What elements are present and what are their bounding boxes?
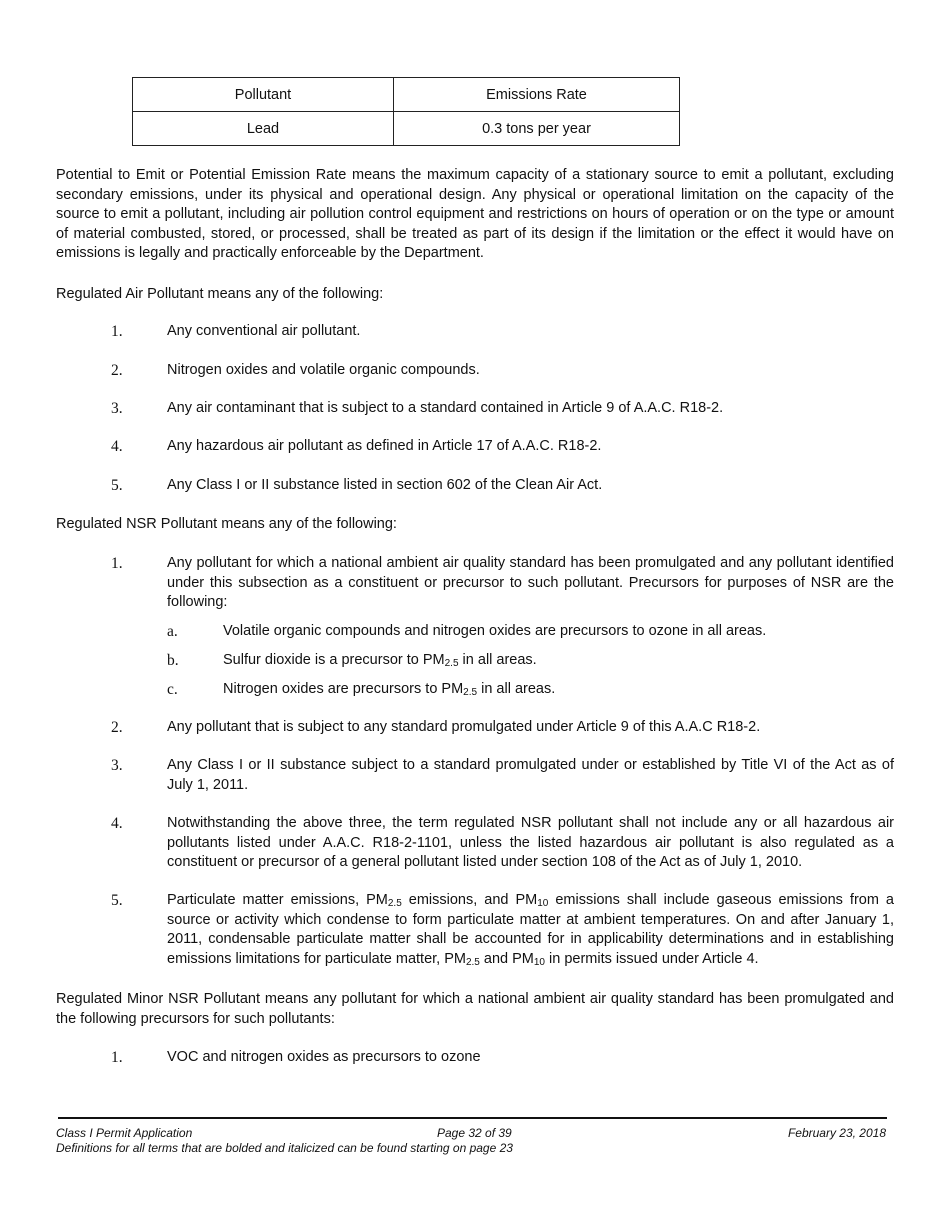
footer-date: February 23, 2018: [787, 1126, 886, 1140]
list-item-number: 2.: [111, 719, 123, 736]
sub-list-item-text: [223, 651, 894, 671]
text-run: Nitrogen oxides are precursors to PM: [223, 681, 464, 697]
list-item-number: 5.: [111, 477, 123, 494]
subscript: 10: [533, 956, 545, 968]
text-run: and PM: [479, 950, 534, 967]
list-item-text: Nitrogen oxides and volatile organic compounds.: [167, 362, 480, 378]
text-run: in permits issued under Article 4.: [545, 950, 759, 967]
regulated-minor-nsr-definition: Regulated Minor NSR Pollutant means any pollutant for which a national ambient air quality standard has been promulgated and the following precursors for such pollutants:: [56, 991, 894, 1027]
list-item-number: 2.: [111, 362, 123, 379]
subscript: 2.5: [465, 956, 480, 968]
footer-divider: [58, 1117, 887, 1119]
footer-note: Definitions for all terms that are bolded and italicized can be found starting on page 23: [56, 1141, 513, 1155]
list-item-number: 3.: [111, 400, 123, 417]
list-item-text: Any air contaminant that is subject to a standard contained in Article 9 of A.A.C. R18-2.: [167, 400, 724, 416]
sub-list-item-text: Volatile organic compounds and nitrogen oxides are precursors to ozone in all areas.: [223, 623, 767, 639]
footer-page-number: Page 32 of 39: [437, 1126, 512, 1140]
potential-to-emit-definition: Potential to Emit or Potential Emission Rate means the maximum capacity of a stationary source to emit a pollutant, excluding secondary emissions, under its physical and operational design. Any physical or operational limitation on the capacity of the source to emit a pollutant, including air pollution control equipment and restrictions on hours of operation or on the type or amount of material combusted, stored, or processed, shall be treated as part of its design if the limitation or the effect it would have on emissions is legally and practically enforceable by the Department.: [56, 167, 894, 261]
list-item-number: 1.: [111, 555, 123, 572]
text-run: in all areas.: [477, 681, 556, 697]
subscript: 2.5: [444, 658, 459, 669]
footer-document-title: Class I Permit Application: [56, 1126, 193, 1140]
list-item-number: 4.: [111, 438, 123, 455]
table-row: [133, 112, 680, 146]
regulated-nsr-pollutant-heading: Regulated NSR Pollutant means any of the following:: [56, 516, 397, 532]
list-item-text: Any hazardous air pollutant as defined in Article 17 of A.A.C. R18-2.: [167, 438, 602, 454]
table-header-pollutant: Pollutant: [133, 78, 394, 112]
list-item-number: 1.: [111, 1049, 123, 1066]
regulated-air-pollutant-heading: Regulated Air Pollutant means any of the following:: [56, 286, 384, 302]
list-item-number: 1.: [111, 323, 123, 340]
sub-list-item-letter: b.: [167, 652, 179, 669]
list-item-text: Any pollutant that is subject to any standard promulgated under Article 9 of this A.A.C R18-2.: [167, 719, 761, 735]
subscript: 2.5: [463, 687, 478, 698]
emissions-rate-table: [132, 77, 680, 146]
list-item-number: 4.: [111, 815, 123, 832]
list-item-number: 3.: [111, 757, 123, 774]
list-item-text: Notwithstanding the above three, the term regulated NSR pollutant shall not include any or all hazardous air pollutants listed under A.A.C. R18-2-1101, unless the listed hazardous air pollutant is also regulated as a constituent or precursor of a general pollutant listed under section 108 of the Act as of July 1, 2010.: [167, 815, 894, 870]
list-item-text: [167, 891, 894, 969]
subscript: 2.5: [387, 898, 402, 909]
sub-list-item-letter: a.: [167, 623, 178, 640]
text-run: in all areas.: [458, 652, 537, 668]
table-cell-emissions-rate: 0.3 tons per year: [394, 112, 680, 146]
text-run: Sulfur dioxide is a precursor to PM: [223, 652, 445, 668]
subscript: 10: [537, 898, 549, 909]
sub-list-item-letter: c.: [167, 681, 178, 698]
table-header-emissions-rate: Emissions Rate: [394, 78, 680, 112]
list-item-text: VOC and nitrogen oxides as precursors to ozone: [167, 1049, 481, 1065]
table-header-row: [133, 78, 680, 112]
text-run: emissions shall include gaseous emissions from a source or activity which condense to form particulate matter at ambient temperatures. On and after January 1, 2011, condensable particulate matter shall be accounted for in applicability determinations and in establishing emissions limitations for particulate matter, PM: [167, 892, 894, 967]
list-item-text: Any conventional air pollutant.: [167, 323, 361, 339]
sub-list-item-text: [223, 680, 894, 700]
table-cell-pollutant: Lead: [133, 112, 394, 146]
list-item-text: Any Class I or II substance listed in section 602 of the Clean Air Act.: [167, 477, 603, 493]
text-run: emissions, and PM: [401, 892, 538, 908]
list-item-text: Any pollutant for which a national ambient air quality standard has been promulgated and any pollutant identified under this subsection as a constituent or precursor to such pollutant. Precursors for purposes of NSR are the following:: [167, 555, 894, 610]
list-item-number: 5.: [111, 892, 123, 909]
text-run: Particulate matter emissions, PM: [167, 892, 388, 908]
list-item-text: Any Class I or II substance subject to a standard promulgated under or established by Title VI of the Act as of July 1, 2011.: [167, 757, 894, 793]
